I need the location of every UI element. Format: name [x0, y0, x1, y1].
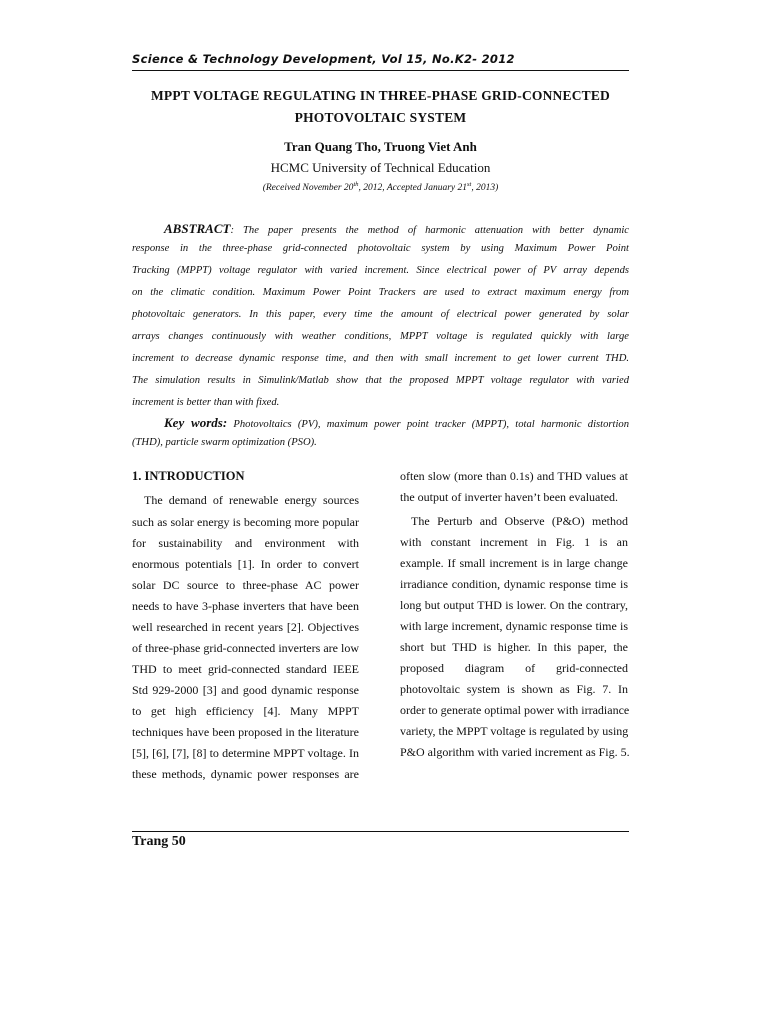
body-line: [5], [6], [7], [8] to determine MPPT voltage. In [132, 746, 359, 760]
abstract-line [164, 221, 629, 237]
affiliation: HCMC University of Technical Education [270, 160, 491, 175]
page-number: Trang 50 [132, 834, 186, 849]
footer-divider [132, 831, 629, 832]
received-end: , 2013) [471, 183, 499, 194]
body-line: these methods, dynamic power responses are [132, 767, 359, 781]
abstract-line: increment is better than with fixed. [132, 397, 280, 408]
body-line: such as solar energy is becoming more popular [132, 515, 359, 529]
body-line: to get high efficiency [4]. Many MPPT [132, 704, 359, 718]
body-line: The demand of renewable energy sources [144, 493, 359, 507]
accepted-text: , 2012, Accepted January 21 [358, 183, 468, 194]
body-line: short but THD is higher. In this paper, the [400, 640, 628, 654]
keywords-label: Key words: [164, 415, 228, 430]
body-line: with large increment, dynamic response time is [400, 619, 628, 633]
body-line: for sustainability and environment with [132, 536, 359, 550]
abstract-line: on the climatic condition. Maximum Power Point Trackers are used to extract maximum energy from [132, 287, 629, 298]
body-line: example. If small increment is in large change [400, 556, 628, 570]
keywords-text: Photovoltaics (PV), maximum power point tracker (MPPT), total harmonic distortion [227, 419, 629, 430]
body-line: P&O algorithm with varied increment as Fig. 5. [400, 745, 630, 759]
body-line: Std 929-2000 [3] and good dynamic response [132, 683, 359, 697]
body-line: enormous potentials [1]. In order to convert [132, 557, 359, 571]
abstract-text: : The paper presents the method of harmonic attenuation with better dynamic [230, 225, 629, 236]
body-line: photovoltaic system is shown as Fig. 7. In [400, 682, 628, 696]
body-line: of three-phase grid-connected inverters are low [132, 641, 359, 655]
body-line: often slow (more than 0.1s) and THD values at [400, 469, 628, 483]
body-line: solar DC source to three-phase AC power [132, 578, 359, 592]
paper-title-line-1: MPPT VOLTAGE REGULATING IN THREE-PHASE GRID-CONNECTED [150, 88, 611, 103]
abstract-line: photovoltaic generators. In this paper, every time the amount of electrical power generated by solar [132, 309, 629, 320]
body-line: the output of inverter haven’t been evaluated. [400, 490, 619, 504]
keywords-line: (THD), particle swarm optimization (PSO). [132, 437, 317, 448]
body-line: needs to have 3-phase inverters that have been [132, 599, 359, 613]
body-line: techniques have been proposed in the literature [132, 725, 359, 739]
journal-header: Science & Technology Development, Vol 15, No.K2- 2012 [132, 52, 515, 66]
keywords-line [164, 415, 629, 431]
paper-title-line-2: PHOTOVOLTAIC SYSTEM [294, 110, 467, 125]
header-divider [132, 70, 629, 71]
received-text: (Received November 20 [262, 183, 354, 194]
body-line: proposed diagram of grid-connected [400, 661, 628, 675]
body-line: irradiance condition, dynamic response time is [400, 577, 628, 591]
received-dates [132, 181, 629, 193]
body-line: THD to meet grid-connected standard IEEE [132, 662, 359, 676]
body-line: with constant increment in Fig. 1 is an [400, 535, 628, 549]
abstract-line: The simulation results in Simulink/Matlab show that the proposed MPPT voltage regulator with varied [132, 375, 629, 386]
body-line: variety, the MPPT voltage is regulated by using [400, 724, 629, 738]
body-line: long but output THD is lower. On the contrary, [400, 598, 628, 612]
section-heading: 1. INTRODUCTION [132, 469, 245, 483]
abstract-line: Tracking (MPPT) voltage regulator with varied increment. Since electrical power of PV array depends [132, 265, 629, 276]
body-line: The Perturb and Observe (P&O) method [411, 514, 628, 528]
accepted-sup: st [467, 181, 472, 188]
abstract-label: ABSTRACT [164, 221, 231, 236]
body-line: well researched in recent years [2]. Objectives [132, 620, 359, 634]
authors: Tran Quang Tho, Truong Viet Anh [284, 139, 477, 154]
abstract-line: response in the three-phase grid-connected photovoltaic system by using Maximum Power Point [132, 243, 629, 254]
received-sup: th [353, 181, 359, 188]
body-line: order to generate optimal power with irradiance [400, 703, 630, 717]
abstract-line: increment to decrease dynamic response time, and then with small increment to get lower current THD. [132, 353, 629, 364]
abstract-line: arrays changes continuously with weather conditions, MPPT voltage is regulated quickly with large [132, 331, 629, 342]
